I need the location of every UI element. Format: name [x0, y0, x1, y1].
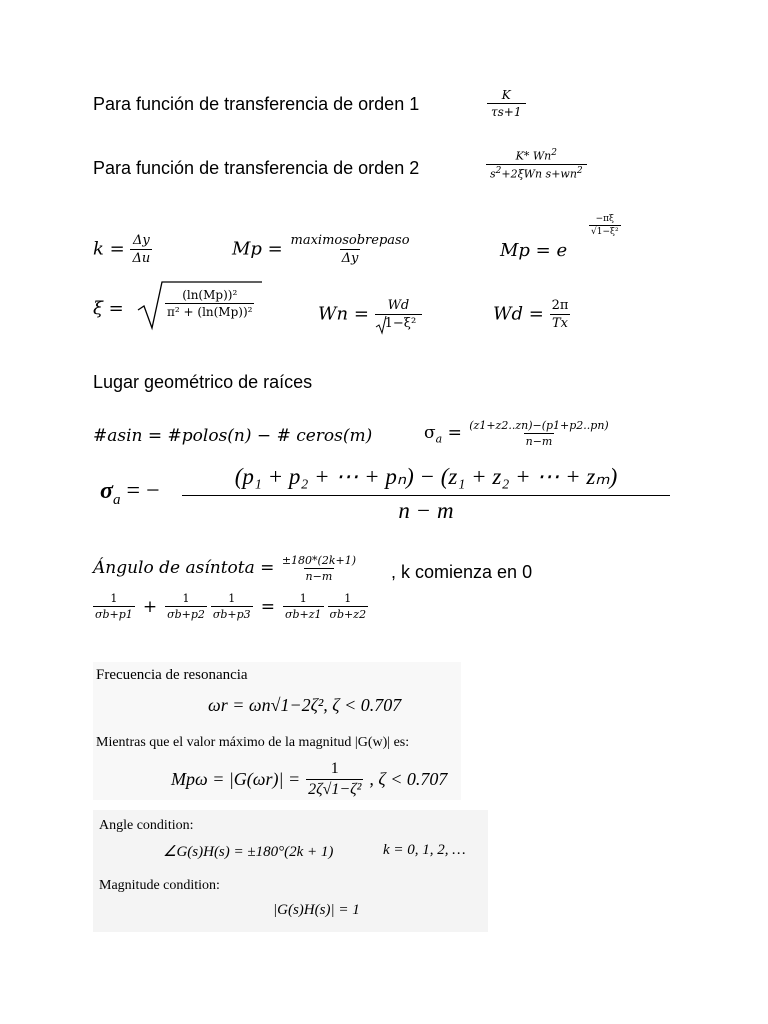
- eq-asymptotes-count: #asin = #polos(n) − # ceros(m): [93, 426, 373, 446]
- eq-damped-freq: Wd = $\frac{2\pi}{Tx}$: [493, 298, 569, 331]
- magnitude-condition-formula: |G(s)H(s)| = 1: [273, 902, 360, 918]
- eq-overshoot-exponent: $\frac{-\pi\xi}{\text{√1−ξ²}}$: [591, 214, 619, 237]
- angle-condition-title: Angle condition:: [99, 818, 194, 833]
- scan-conditions: [93, 810, 488, 932]
- peak-magnitude-formula: Mpω = |G(ωr)| = $\frac{1}{\text{2ζ√1−ζ²}}$ , ζ < 0.707: [171, 760, 448, 798]
- heading-order2: Para función de transferencia de orden 2: [93, 158, 420, 178]
- eq-overshoot: Mp = $\frac{\text{maximosobrepaso}}{\Delta y}$: [232, 233, 410, 266]
- eq-damping: ξ =: [93, 298, 124, 319]
- eq-natural-freq: Wn = $\frac{Wd}{\text{1−ξ²}}$: [318, 298, 422, 331]
- resonance-title: Frecuencia de resonancia: [96, 667, 248, 683]
- eq-centroid-large: $\sigma_a$ = − (p₁ + p₂ + ⋯ + pₙ) − (z₁ + z₂ + ⋯ + zₘ) n − m: [100, 460, 670, 526]
- eq-breakaway: $\frac{1}{\sigma b+p1}$ + $\frac{1}{\sigma b+p2}$ $\frac{1}{\sigma b+p3}$ = $\frac{1}{\sigma b+z1}$ $\frac{1}{\sigma b+z2}$: [95, 592, 367, 621]
- eq-overshoot-exp: Mp = e: [500, 240, 568, 261]
- tf-order2: $\frac{K* Wn^2}{s^2+2\xi Wn s+wn^2}$: [486, 148, 587, 180]
- magnitude-condition-title: Magnitude condition:: [99, 878, 220, 893]
- resonance-formula: ωr = ωn√1−2ζ², ζ < 0.707: [208, 695, 402, 715]
- eq-damping-frac: $\frac{\text{(ln(Mp))²}}{\text{π² + (ln(Mp))²}}$: [167, 288, 253, 319]
- angle-condition-k: k = 0, 1, 2, …: [383, 842, 466, 858]
- heading-root-locus: Lugar geométrico de raíces: [93, 372, 313, 392]
- asymptote-note: , k comienza en 0: [391, 562, 533, 582]
- tf-order1: $\frac{K}{\tau s+1}$: [487, 88, 526, 119]
- eq-asymptote-angle: Ángulo de asíntota = $\frac{\pm 180*(2k+1)}{n-m}$: [93, 554, 356, 583]
- resonance-text: Mientras que el valor máximo de la magnitud |G(w)| es:: [96, 735, 410, 750]
- heading-order1: Para función de transferencia de orden 1: [93, 94, 420, 114]
- eq-centroid-small: $\sigma_a$ = $\frac{(z1+z2..zn)-(p1+p2..pn)}{n-m}$: [424, 419, 609, 448]
- sqrt-icon: [375, 315, 387, 335]
- angle-condition-formula: ∠G(s)H(s) = ±180°(2k + 1): [163, 844, 334, 860]
- scan-resonance: [93, 662, 461, 800]
- eq-gain: k = $\frac{\Delta y}{\Delta u}$: [93, 233, 151, 266]
